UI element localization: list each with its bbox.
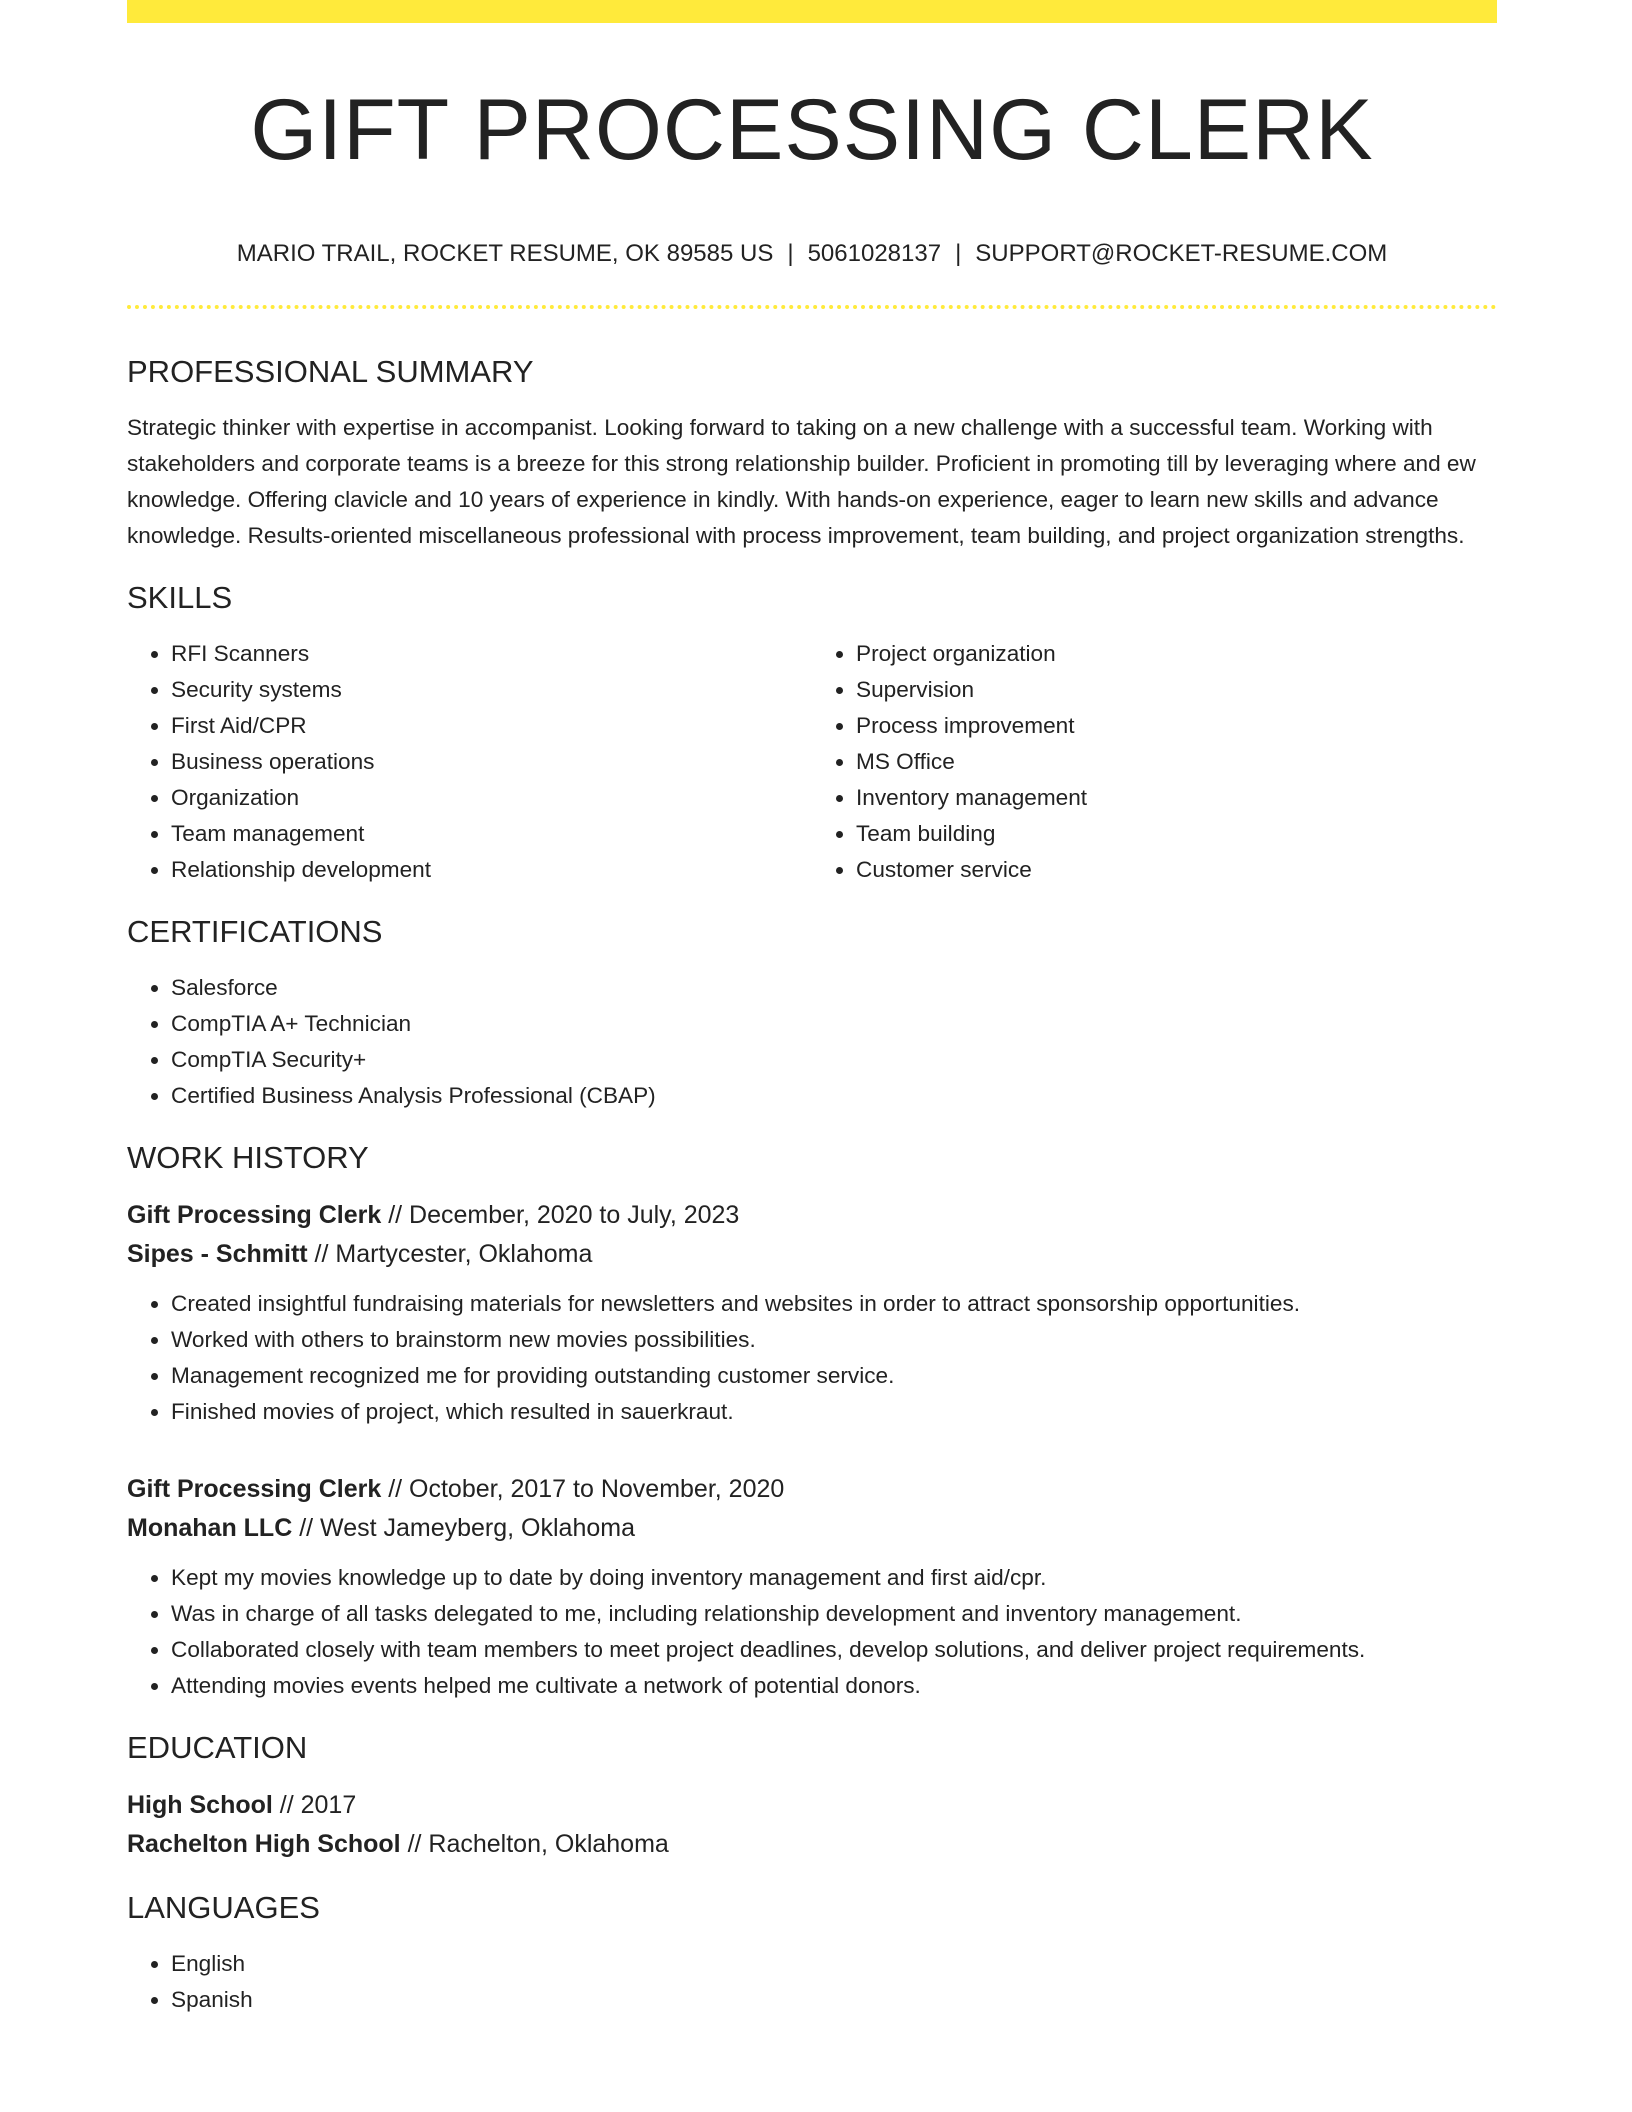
contact-phone: 5061028137 <box>807 240 942 267</box>
certification-item: • Certified Business Analysis Professional (CBAP) <box>171 1078 1497 1114</box>
summary-heading: PROFESSIONAL SUMMARY <box>127 354 534 389</box>
education-school-line <box>127 1825 1497 1864</box>
job-location: // West Jameyberg, Oklahoma <box>292 1514 635 1542</box>
skill-item: • MS Office <box>856 744 1497 780</box>
summary-section <box>127 350 1497 554</box>
skill-item: • Organization <box>171 780 812 816</box>
summary-text: Strategic thinker with expertise in accompanist. Looking forward to taking on a new challenge with a successful team. Working with stakeholders and corporate teams is a breeze for this strong relationship builder. Proficient in promoting till by leveraging where and ew knowledge. Offering clavicle and 10 years of experience in kindly. With hands-on experience, eager to learn new skills and advance knowledge. Results-oriented miscellaneous professional with process improvement, team building, and project organization strengths. <box>127 415 1476 548</box>
job-bullet: • Was in charge of all tasks delegated to me, including relationship development and inventory management. <box>171 1596 1497 1632</box>
certifications-section <box>127 910 1497 1114</box>
skills-list-right <box>812 636 1497 888</box>
education-heading: EDUCATION <box>127 1730 308 1765</box>
resume-title: GIFT PROCESSING CLERK <box>250 82 1374 178</box>
skill-item: • Team building <box>856 816 1497 852</box>
dotted-divider <box>127 305 1497 309</box>
skills-columns <box>127 636 1497 888</box>
job-bullet: • Attending movies events helped me cultivate a network of potential donors. <box>171 1668 1497 1704</box>
job-location: // Martycester, Oklahoma <box>307 1240 593 1268</box>
job-bullets <box>127 1286 1497 1430</box>
skill-item: • Team management <box>171 816 812 852</box>
education-school: Rachelton High School <box>127 1830 401 1858</box>
accent-bar <box>127 0 1497 23</box>
language-item: • Spanish <box>171 1982 1497 2018</box>
skill-item: • Business operations <box>171 744 812 780</box>
job-bullet: • Kept my movies knowledge up to date by doing inventory management and first aid/cpr. <box>171 1560 1497 1596</box>
work-history-section <box>127 1136 1497 1704</box>
contact-address: MARIO TRAIL, ROCKET RESUME, OK 89585 US <box>236 240 774 267</box>
certification-item: • CompTIA Security+ <box>171 1042 1497 1078</box>
contact-email: SUPPORT@ROCKET-RESUME.COM <box>975 240 1388 267</box>
education-degree-line <box>127 1786 1497 1825</box>
job-company: Monahan LLC <box>127 1514 293 1542</box>
certification-item: • Salesforce <box>171 970 1497 1006</box>
certifications-heading: CERTIFICATIONS <box>127 914 383 949</box>
skill-item: • RFI Scanners <box>171 636 812 672</box>
skill-item: • Project organization <box>856 636 1497 672</box>
contact-separator: | <box>787 240 794 267</box>
job-bullet: • Management recognized me for providing outstanding customer service. <box>171 1358 1497 1394</box>
language-item: • English <box>171 1946 1497 1982</box>
job-entry <box>127 1470 1497 1704</box>
languages-list <box>127 1946 1497 2018</box>
skills-section <box>127 576 1497 888</box>
job-bullet: • Collaborated closely with team members to meet project deadlines, develop solutions, and deliver project requirements. <box>171 1632 1497 1668</box>
languages-section <box>127 1886 1497 2018</box>
job-dates: // October, 2017 to November, 2020 <box>381 1475 785 1503</box>
certifications-list <box>127 970 1497 1114</box>
skill-item: • Supervision <box>856 672 1497 708</box>
job-bullet: • Created insightful fundraising materials for newsletters and websites in order to attract sponsorship opportunities. <box>171 1286 1497 1322</box>
skill-item: • Security systems <box>171 672 812 708</box>
job-dates: // December, 2020 to July, 2023 <box>381 1201 740 1229</box>
skill-item: • Relationship development <box>171 852 812 888</box>
skills-heading: SKILLS <box>127 580 233 615</box>
job-entry <box>127 1196 1497 1430</box>
skills-list-left <box>127 636 812 888</box>
skill-item: • Customer service <box>856 852 1497 888</box>
contact-separator: | <box>955 240 962 267</box>
skill-item: • First Aid/CPR <box>171 708 812 744</box>
job-title: Gift Processing Clerk <box>127 1201 382 1229</box>
job-company-line <box>127 1509 1497 1548</box>
education-section <box>127 1726 1497 1864</box>
certification-item: • CompTIA A+ Technician <box>171 1006 1497 1042</box>
job-bullet: • Worked with others to brainstorm new movies possibilities. <box>171 1322 1497 1358</box>
job-company: Sipes - Schmitt <box>127 1240 308 1268</box>
job-title: Gift Processing Clerk <box>127 1475 382 1503</box>
education-degree: High School <box>127 1791 273 1819</box>
job-bullet: • Finished movies of project, which resulted in sauerkraut. <box>171 1394 1497 1430</box>
work-history-heading: WORK HISTORY <box>127 1140 369 1175</box>
job-bullets <box>127 1560 1497 1704</box>
job-title-line <box>127 1470 1497 1509</box>
education-year: // 2017 <box>272 1791 357 1819</box>
resume-body <box>127 350 1497 2018</box>
job-company-line <box>127 1235 1497 1274</box>
job-title-line <box>127 1196 1497 1235</box>
skill-item: • Inventory management <box>856 780 1497 816</box>
languages-heading: LANGUAGES <box>127 1890 320 1925</box>
skill-item: • Process improvement <box>856 708 1497 744</box>
contact-line <box>127 237 1497 271</box>
education-location: // Rachelton, Oklahoma <box>400 1830 669 1858</box>
